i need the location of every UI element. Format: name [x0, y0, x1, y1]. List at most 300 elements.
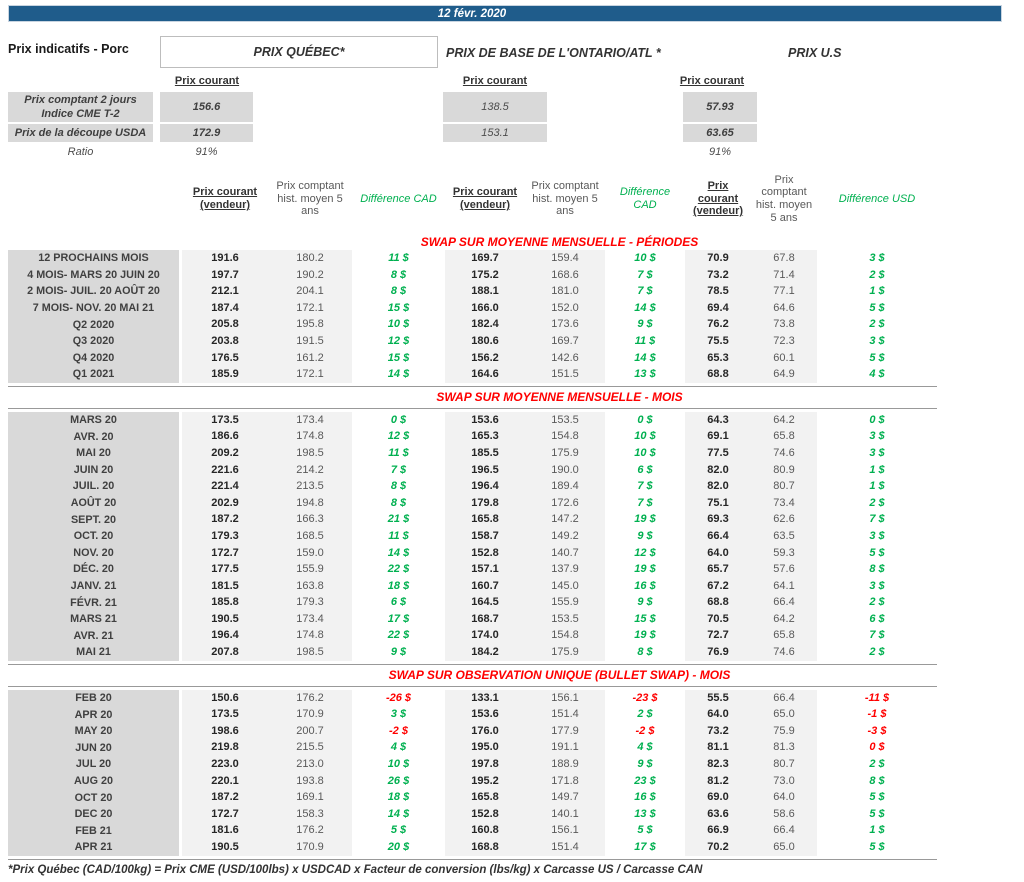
top-panel: [0, 0, 1024, 163]
us-hist-value: 60.1: [751, 350, 817, 367]
us-hist-value: 64.2: [751, 412, 817, 429]
us-diff-value: 5 $: [869, 791, 885, 804]
us-diff-value: 5 $: [869, 301, 885, 314]
period-label: 4 MOIS- MARS 20 JUIN 20: [8, 267, 179, 284]
us-vendeur-value: 69.3: [685, 511, 751, 528]
on-hist-value: 159.4: [525, 250, 605, 267]
on-vendeur-value: 156.2: [445, 350, 525, 367]
on-vendeur-value: 197.8: [445, 756, 525, 773]
qc-diff-value: 6 $: [390, 596, 407, 609]
qc-hist-value: 158.3: [268, 806, 352, 823]
us-diff-value: -11 $: [864, 691, 890, 704]
spot-cme-us-value: 57.93: [683, 92, 757, 122]
on-diff-value: 23 $: [634, 774, 656, 787]
us-diff-value: 2 $: [869, 758, 885, 771]
us-vendeur-value: 65.3: [685, 350, 751, 367]
us-diff-value: 5 $: [869, 841, 885, 853]
us-diff-value: 3 $: [869, 446, 885, 459]
qc-vendeur-value: 205.8: [182, 316, 268, 333]
on-vendeur-value: 176.0: [445, 723, 525, 740]
table-row: [8, 316, 937, 333]
qc-vendeur-header: Prix courant (vendeur): [192, 186, 258, 211]
qc-vendeur-value: 190.5: [182, 611, 268, 628]
on-hist-value: 172.6: [525, 495, 605, 512]
qc-hist-value: 176.2: [268, 690, 352, 707]
on-vendeur-value: 165.8: [445, 511, 525, 528]
on-vendeur-value: 195.0: [445, 739, 525, 756]
on-hist-value: 151.4: [525, 706, 605, 723]
qc-hist-value: 172.1: [268, 300, 352, 317]
qc-vendeur-value: 221.6: [182, 462, 268, 479]
on-diff-value: 7 $: [637, 480, 653, 493]
on-hist-value: 153.5: [525, 611, 605, 628]
on-diff-value: 10 $: [634, 430, 656, 443]
on-vendeur-value: 152.8: [445, 545, 525, 562]
us-diff-value: 4 $: [869, 368, 885, 381]
us-hist-value: 65.0: [751, 706, 817, 723]
report-date: 12 févr. 2020: [437, 8, 507, 20]
table-row: [8, 495, 937, 512]
ratio-label: Ratio: [67, 146, 94, 158]
on-diff-value: 13 $: [634, 368, 656, 381]
footnote: *Prix Québec (CAD/100kg) = Prix CME (USD/100lbs) x USDCAD x Facteur de conversion (lbs/kg) x Carcasse US / Carcasse CAN: [8, 863, 703, 876]
qc-vendeur-value: 150.6: [182, 690, 268, 707]
qc-diff-value: 9 $: [390, 646, 407, 659]
on-hist-value: 149.7: [525, 789, 605, 806]
qc-vendeur-value: 172.7: [182, 806, 268, 823]
qc-diff-value: 11 $: [388, 529, 409, 542]
us-hist-value: 62.6: [751, 511, 817, 528]
on-diff-value: 14 $: [634, 301, 656, 314]
qc-diff-value: 10 $: [387, 758, 410, 771]
qc-hist-value: 174.8: [268, 428, 352, 445]
on-hist-value: 191.1: [525, 739, 605, 756]
on-hist-value: 156.1: [525, 822, 605, 839]
on-vendeur-value: 152.8: [445, 806, 525, 823]
us-diff-value: 0 $: [869, 413, 885, 426]
table-row: [8, 594, 937, 611]
on-hist-value: 175.9: [525, 445, 605, 462]
on-vendeur-value: 175.2: [445, 267, 525, 284]
on-hist-value: 175.9: [525, 644, 605, 661]
on-hist-header: Prix comptant hist. moyen 5 ans: [531, 180, 599, 218]
table-row: [8, 283, 937, 300]
us-diff-value: 5 $: [869, 351, 885, 364]
qc-diff-value: 14 $: [387, 546, 410, 559]
on-diff-value: 9 $: [637, 529, 653, 542]
table-row: [8, 756, 937, 773]
table-row: [8, 773, 937, 790]
us-diff-value: 3 $: [869, 252, 885, 264]
qc-vendeur-value: 220.1: [182, 773, 268, 790]
qc-diff-value: 18 $: [387, 791, 410, 804]
us-vendeur-value: 64.3: [685, 412, 751, 429]
us-vendeur-value: 69.1: [685, 428, 751, 445]
us-diff-value: 1 $: [869, 480, 885, 493]
on-hist-value: 190.0: [525, 462, 605, 479]
spot-label-line2: Indice CME T-2: [41, 108, 120, 120]
qc-diff-value: 18 $: [387, 579, 410, 592]
period-label: OCT. 20: [8, 528, 179, 545]
on-hist-value: 142.6: [525, 350, 605, 367]
us-hist-value: 65.8: [751, 627, 817, 644]
table-row: [8, 250, 937, 267]
period-label: 12 PROCHAINS MOIS: [8, 250, 179, 267]
us-vendeur-value: 65.7: [685, 561, 751, 578]
qc-hist-value: 173.4: [268, 611, 352, 628]
us-hist-value: 74.6: [751, 644, 817, 661]
qc-diff-value: 12 $: [387, 430, 410, 443]
on-vendeur-value: 174.0: [445, 627, 525, 644]
period-label: Q1 2021: [8, 366, 179, 383]
period-label: MAI 21: [8, 644, 179, 661]
on-diff-value: 13 $: [634, 807, 656, 820]
qc-hist-value: 169.1: [268, 789, 352, 806]
on-hist-value: 169.7: [525, 333, 605, 350]
us-vendeur-value: 73.2: [685, 267, 751, 284]
us-vendeur-value: 72.7: [685, 627, 751, 644]
date-bar: [8, 5, 1002, 22]
qc-vendeur-value: 196.4: [182, 627, 268, 644]
us-diff-value: 3 $: [869, 430, 885, 443]
table-row: [8, 528, 937, 545]
qc-vendeur-value: 186.6: [182, 428, 268, 445]
qc-diff-value: 20 $: [387, 841, 410, 853]
section-title: SWAP SUR MOYENNE MENSUELLE - PÉRIODES: [420, 235, 699, 249]
qc-hist-value: 200.7: [268, 723, 352, 740]
us-vendeur-value: 69.4: [685, 300, 751, 317]
section-title: SWAP SUR MOYENNE MENSUELLE - MOIS: [436, 389, 683, 404]
us-vendeur-value: 82.3: [685, 756, 751, 773]
qc-vendeur-value: 187.2: [182, 789, 268, 806]
table-row: [8, 333, 937, 350]
on-diff-value: 6 $: [637, 463, 653, 476]
qc-diff-value: 22 $: [387, 629, 410, 642]
on-hist-value: 137.9: [525, 561, 605, 578]
qc-diff-value: -26 $: [385, 691, 412, 704]
on-vendeur-value: 153.6: [445, 412, 525, 429]
qc-diff-value: -2 $: [389, 724, 408, 737]
us-hist-value: 58.6: [751, 806, 817, 823]
table-row: [8, 627, 937, 644]
table-row: [8, 511, 937, 528]
table-row: [8, 412, 937, 429]
qc-diff-value: 4 $: [390, 741, 407, 754]
qc-hist-value: 161.2: [268, 350, 352, 367]
us-vendeur-value: 77.5: [685, 445, 751, 462]
on-vendeur-value: 164.5: [445, 594, 525, 611]
on-hist-value: 177.9: [525, 723, 605, 740]
qc-vendeur-value: 185.9: [182, 366, 268, 383]
qc-vendeur-value: 176.5: [182, 350, 268, 367]
us-vendeur-value: 69.0: [685, 789, 751, 806]
us-diff-value: 1 $: [869, 463, 885, 476]
table-row: [8, 644, 937, 661]
us-vendeur-value: 76.2: [685, 316, 751, 333]
period-label: NOV. 20: [8, 545, 179, 562]
on-diff-value: 7 $: [637, 268, 653, 281]
us-diff-value: 7 $: [869, 513, 885, 526]
on-vendeur-value: 168.7: [445, 611, 525, 628]
on-diff-value: -2 $: [635, 724, 655, 737]
qc-hist-header: Prix comptant hist. moyen 5 ans: [276, 180, 344, 218]
period-label: Q3 2020: [8, 333, 179, 350]
period-label: MAI 20: [8, 445, 179, 462]
us-hist-value: 73.4: [751, 495, 817, 512]
period-label: MARS 21: [8, 611, 179, 628]
period-label: JUIN 20: [8, 462, 179, 479]
qc-diff-value: 14 $: [387, 368, 410, 381]
table-row: [8, 462, 937, 479]
on-vendeur-value: 164.6: [445, 366, 525, 383]
qc-diff-value: 26 $: [387, 774, 410, 787]
on-vendeur-value: 160.7: [445, 578, 525, 595]
on-diff-value: 15 $: [634, 612, 656, 625]
period-label: 7 MOIS- NOV. 20 MAI 21: [8, 300, 179, 317]
qc-hist-value: 170.9: [268, 839, 352, 856]
on-vendeur-value: 158.7: [445, 528, 525, 545]
table-row: [8, 445, 937, 462]
on-hist-value: 168.6: [525, 267, 605, 284]
us-diff-value: 2 $: [869, 268, 885, 281]
us-diff-usd-header: Différence USD: [838, 192, 916, 205]
period-label: MARS 20: [8, 412, 179, 429]
table-row: [8, 822, 937, 839]
on-diff-value: 10 $: [634, 446, 656, 459]
on-vendeur-value: 160.8: [445, 822, 525, 839]
on-diff-value: 5 $: [637, 824, 653, 837]
qc-hist-value: 195.8: [268, 316, 352, 333]
table-row: [8, 428, 937, 445]
qc-diff-value: 5 $: [390, 824, 407, 837]
us-hist-value: 65.8: [751, 428, 817, 445]
on-vendeur-value: 182.4: [445, 316, 525, 333]
on-hist-value: 151.4: [525, 839, 605, 856]
period-label: Q2 2020: [8, 316, 179, 333]
qc-hist-value: 213.0: [268, 756, 352, 773]
us-vendeur-value: 82.0: [685, 462, 751, 479]
qc-diff-value: 15 $: [387, 301, 410, 314]
qc-diff-value: 12 $: [387, 334, 410, 347]
section-divider: [8, 386, 937, 387]
qc-vendeur-value: 209.2: [182, 445, 268, 462]
us-hist-value: 73.0: [751, 773, 817, 790]
period-label: AVR. 20: [8, 428, 179, 445]
on-vendeur-value: 165.3: [445, 428, 525, 445]
table-row: [8, 478, 937, 495]
us-vendeur-value: 63.6: [685, 806, 751, 823]
us-hist-header: Prix comptant hist. moyen 5 ans: [755, 173, 813, 224]
qc-hist-value: 180.2: [268, 250, 352, 267]
us-vendeur-value: 66.9: [685, 822, 751, 839]
qc-vendeur-value: 187.4: [182, 300, 268, 317]
on-vendeur-value: 157.1: [445, 561, 525, 578]
us-vendeur-value: 70.5: [685, 611, 751, 628]
us-diff-value: 7 $: [869, 629, 885, 642]
on-hist-value: 147.2: [525, 511, 605, 528]
on-diff-value: 9 $: [637, 758, 653, 771]
us-hist-value: 66.4: [751, 594, 817, 611]
qc-diff-value: 21 $: [387, 513, 410, 526]
us-diff-value: 3 $: [869, 334, 885, 347]
us-vendeur-value: 70.2: [685, 839, 751, 856]
on-vendeur-value: 153.6: [445, 706, 525, 723]
on-diff-value: 9 $: [637, 318, 653, 331]
qc-diff-value: 0 $: [390, 413, 407, 426]
us-vendeur-value: 64.0: [685, 706, 751, 723]
us-diff-value: 2 $: [869, 596, 885, 609]
period-label: JUIL. 20: [8, 478, 179, 495]
on-vendeur-value: 196.5: [445, 462, 525, 479]
on-diff-value: 14 $: [634, 351, 656, 364]
us-vendeur-value: 82.0: [685, 478, 751, 495]
table-row: [8, 739, 937, 756]
on-vendeur-value: 179.8: [445, 495, 525, 512]
qc-hist-value: 176.2: [268, 822, 352, 839]
ratio-us-value: 91%: [708, 146, 732, 158]
swap-sections: [0, 235, 1024, 860]
us-hist-value: 80.9: [751, 462, 817, 479]
qc-hist-value: 214.2: [268, 462, 352, 479]
us-hist-value: 74.6: [751, 445, 817, 462]
qc-vendeur-value: 198.6: [182, 723, 268, 740]
on-vendeur-value: 168.8: [445, 839, 525, 856]
period-label: AUG 20: [8, 773, 179, 790]
period-label: SEPT. 20: [8, 511, 179, 528]
on-vendeur-value: 196.4: [445, 478, 525, 495]
qc-vendeur-value: 190.5: [182, 839, 268, 856]
on-diff-value: 19 $: [634, 513, 656, 526]
on-hist-value: 181.0: [525, 283, 605, 300]
us-vendeur-value: 75.1: [685, 495, 751, 512]
qc-hist-value: 159.0: [268, 545, 352, 562]
on-hist-value: 173.6: [525, 316, 605, 333]
period-label: JUL 20: [8, 756, 179, 773]
us-hist-value: 65.0: [751, 839, 817, 856]
us-hist-value: 73.8: [751, 316, 817, 333]
on-vendeur-value: 188.1: [445, 283, 525, 300]
us-hist-value: 64.1: [751, 578, 817, 595]
us-diff-value: -1 $: [867, 708, 887, 721]
on-vendeur-value: 195.2: [445, 773, 525, 790]
on-hist-value: 140.1: [525, 806, 605, 823]
on-diff-value: 7 $: [637, 496, 653, 509]
section-divider: [8, 859, 937, 860]
on-diff-value: 19 $: [634, 629, 656, 642]
qc-vendeur-value: 181.6: [182, 822, 268, 839]
spot-label-usda: Prix de la découpe USDA: [8, 124, 153, 142]
us-hist-value: 64.2: [751, 611, 817, 628]
on-diff-value: 9 $: [637, 596, 653, 609]
qc-hist-value: 174.8: [268, 627, 352, 644]
us-diff-value: 3 $: [869, 579, 885, 592]
period-label: AVR. 21: [8, 627, 179, 644]
qc-hist-value: 173.4: [268, 412, 352, 429]
qc-diff-value: 8 $: [390, 285, 407, 298]
us-vendeur-value: 76.9: [685, 644, 751, 661]
prix-courant-header-us: Prix courant: [679, 75, 745, 87]
spot-label-cme: [8, 92, 153, 122]
qc-diff-value: 15 $: [387, 351, 410, 364]
period-label: DEC 20: [8, 806, 179, 823]
us-hist-value: 80.7: [751, 478, 817, 495]
on-diff-value: 2 $: [637, 708, 653, 721]
qc-diff-value: 8 $: [390, 268, 407, 281]
spot-usda-us-value: 63.65: [683, 124, 757, 142]
us-diff-value: 2 $: [869, 646, 885, 659]
qc-vendeur-value: 203.8: [182, 333, 268, 350]
table-row: [8, 806, 937, 823]
table-row: [8, 350, 937, 367]
period-label: Q4 2020: [8, 350, 179, 367]
qc-hist-value: 213.5: [268, 478, 352, 495]
qc-vendeur-value: 172.7: [182, 545, 268, 562]
us-hist-value: 66.4: [751, 690, 817, 707]
qc-hist-value: 155.9: [268, 561, 352, 578]
region-quebec-title: PRIX QUÉBEC*: [160, 36, 438, 68]
us-vendeur-value: 78.5: [685, 283, 751, 300]
qc-vendeur-value: 185.8: [182, 594, 268, 611]
us-hist-value: 80.7: [751, 756, 817, 773]
qc-hist-value: 194.8: [268, 495, 352, 512]
qc-hist-value: 190.2: [268, 267, 352, 284]
on-diff-value: 16 $: [634, 579, 656, 592]
region-ontario-title: PRIX DE BASE DE L'ONTARIO/ATL *: [446, 46, 661, 60]
period-label: DÉC. 20: [8, 561, 179, 578]
period-label: JANV. 21: [8, 578, 179, 595]
us-vendeur-header: Prix courant (vendeur): [692, 180, 744, 218]
qc-vendeur-value: 219.8: [182, 739, 268, 756]
spot-cme-qc-value: 156.6: [160, 92, 253, 122]
us-diff-value: -3 $: [867, 724, 887, 737]
qc-vendeur-value: 191.6: [182, 250, 268, 267]
qc-vendeur-value: 187.2: [182, 511, 268, 528]
on-hist-value: 151.5: [525, 366, 605, 383]
qc-hist-value: 204.1: [268, 283, 352, 300]
qc-diff-value: 11 $: [388, 252, 409, 264]
on-hist-value: 155.9: [525, 594, 605, 611]
us-vendeur-value: 75.5: [685, 333, 751, 350]
us-vendeur-value: 73.2: [685, 723, 751, 740]
qc-hist-value: 198.5: [268, 644, 352, 661]
qc-vendeur-value: 177.5: [182, 561, 268, 578]
us-hist-value: 81.3: [751, 739, 817, 756]
period-label: 2 MOIS- JUIL. 20 AOÛT 20: [8, 283, 179, 300]
prix-courant-header-qc: Prix courant: [174, 75, 240, 87]
us-hist-value: 75.9: [751, 723, 817, 740]
us-vendeur-value: 67.2: [685, 578, 751, 595]
table-row: [8, 723, 937, 740]
us-hist-value: 63.5: [751, 528, 817, 545]
qc-vendeur-value: 221.4: [182, 478, 268, 495]
on-hist-value: 171.8: [525, 773, 605, 790]
on-diff-value: 4 $: [637, 741, 653, 754]
spot-usda-on-value: 153.1: [443, 124, 547, 142]
us-hist-value: 57.6: [751, 561, 817, 578]
qc-diff-value: 17 $: [387, 612, 410, 625]
on-vendeur-value: 166.0: [445, 300, 525, 317]
table-row: [8, 267, 937, 284]
on-diff-cad-header: Différence CAD: [619, 186, 671, 211]
table-row: [8, 690, 937, 707]
qc-vendeur-value: 173.5: [182, 412, 268, 429]
section-divider: [8, 686, 937, 687]
table-row: [8, 839, 937, 856]
qc-hist-value: 179.3: [268, 594, 352, 611]
table-row: [8, 561, 937, 578]
us-hist-value: 64.6: [751, 300, 817, 317]
qc-diff-value: 3 $: [390, 708, 407, 721]
